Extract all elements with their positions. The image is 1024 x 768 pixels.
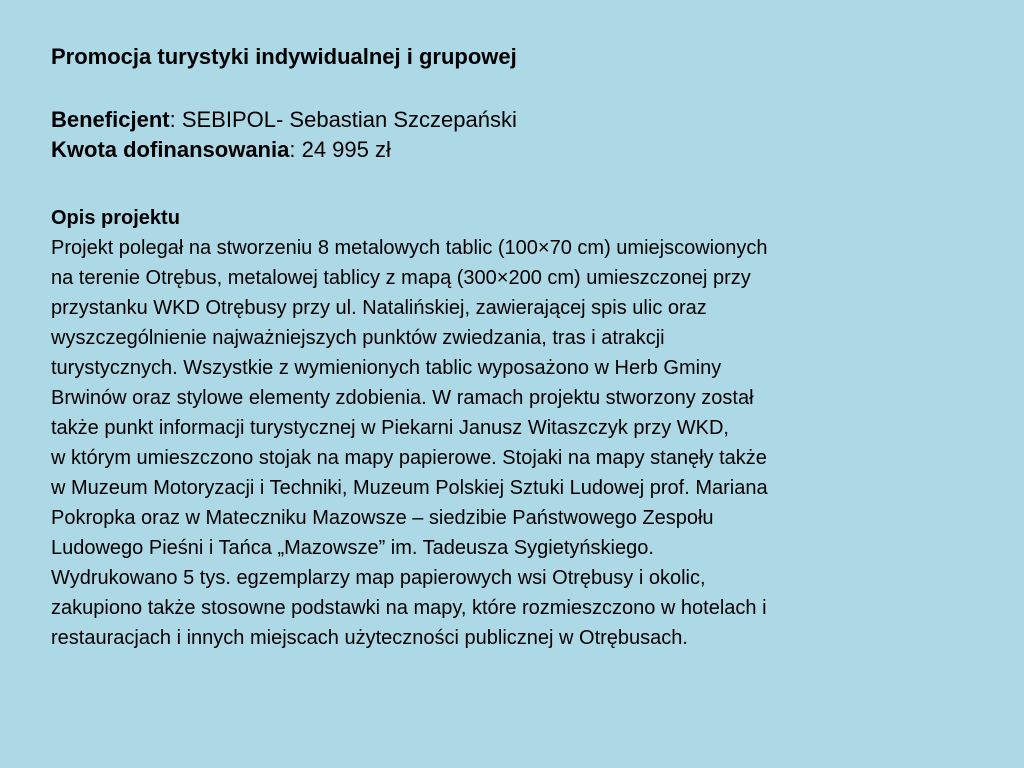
description-line: Pokropka oraz w Mateczniku Mazowsze – siedzibie Państwowego Zespołu xyxy=(51,507,714,529)
beneficiary-value: SEBIPOL- Sebastian Szczepański xyxy=(181,107,517,132)
description-body xyxy=(51,233,975,653)
funding-label: Kwota dofinansowania xyxy=(51,137,290,162)
funding-value: 24 995 zł xyxy=(301,137,391,162)
description-line: zakupiono także stosowne podstawki na mapy, które rozmieszczono w hotelach i xyxy=(51,597,767,619)
description-line: Brwinów oraz stylowe elementy zdobienia. W ramach projektu stworzony został xyxy=(51,387,754,409)
description-line: restauracjach i innych miejscach użyteczności publicznej w Otrębusach. xyxy=(51,627,688,649)
description-line: na terenie Otrębus, metalowej tablicy z mapą (300×200 cm) umieszczonej przy xyxy=(51,267,751,289)
funding-line xyxy=(51,135,976,165)
beneficiary-separator: : xyxy=(169,107,182,132)
description-line: Wydrukowano 5 tys. egzemplarzy map papierowych wsi Otrębusy i okolic, xyxy=(51,567,706,589)
description-line: turystycznych. Wszystkie z wymienionych tablic wyposażono w Herb Gminy xyxy=(51,357,722,379)
beneficiary-label: Beneficjent xyxy=(51,107,170,132)
description-line: wyszczególnienie najważniejszych punktów zwiedzania, tras i atrakcji xyxy=(51,327,665,349)
project-meta xyxy=(51,105,976,165)
slide-title: Promocja turystyki indywidualnej i grupowej xyxy=(51,44,517,69)
description-line: w którym umieszczono stojak na mapy papierowe. Stojaki na mapy stanęły także xyxy=(51,447,767,469)
description-heading: Opis projektu xyxy=(51,207,180,229)
description-line: Ludowego Pieśni i Tańca „Mazowsze” im. Tadeusza Sygietyńskiego. xyxy=(51,537,654,559)
description-line: w Muzeum Motoryzacji i Techniki, Muzeum Polskiej Sztuki Ludowej prof. Mariana xyxy=(51,477,768,499)
funding-separator: : xyxy=(289,137,302,162)
description-line: także punkt informacji turystycznej w Piekarni Janusz Witaszczyk przy WKD, xyxy=(51,417,729,439)
description-line: Projekt polegał na stworzeniu 8 metalowych tablic (100×70 cm) umiejscowionych xyxy=(51,237,768,259)
description-line: przystanku WKD Otrębusy przy ul. Natalińskiej, zawierającej spis ulic oraz xyxy=(51,297,707,319)
beneficiary-line xyxy=(51,105,976,135)
